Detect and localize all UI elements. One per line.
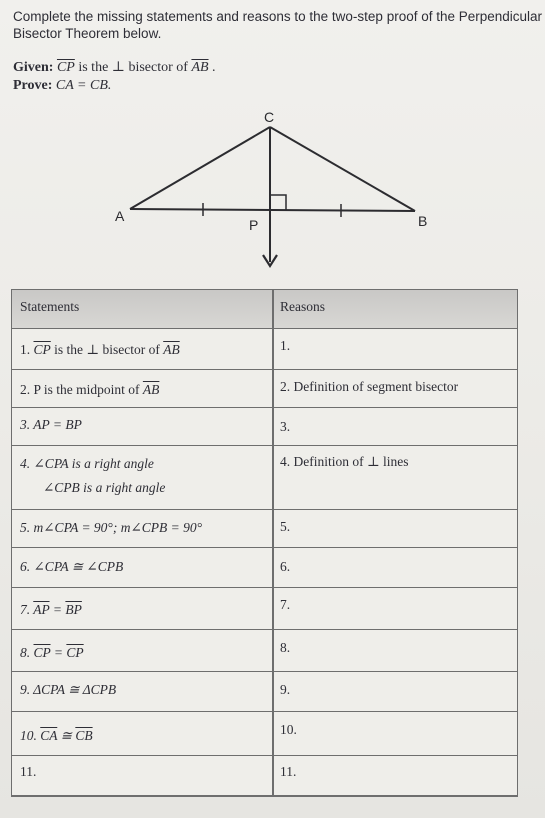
statement-5: 5. m∠CPA = 90°; m∠CPB = 90° — [20, 520, 203, 535]
given-middle-text: is the ⊥ bisector of — [74, 60, 192, 75]
triangle-diagram — [0, 0, 545, 290]
statement-7: 7. $\overline{AP} = \overline{BP}$ — [20, 602, 82, 617]
table-row — [12, 328, 517, 370]
column-divider — [272, 290, 274, 796]
reason-4: 4. Definition of ⊥ lines — [280, 454, 409, 469]
table-row — [12, 408, 517, 446]
given-segment-ab: $\overline{AB}$ — [191, 60, 209, 75]
segment-ac — [130, 127, 270, 209]
prove-text: CA = CB. — [52, 78, 112, 93]
table-row — [12, 672, 517, 712]
reasons-header: Reasons — [280, 299, 325, 314]
label-b: B — [418, 213, 428, 229]
statement-6: 6. ∠CPA ≅ ∠CPB — [20, 559, 124, 574]
table-row — [12, 548, 517, 588]
reason-9[interactable]: 9. — [280, 682, 291, 697]
statement-2: 2. P is the midpoint of $\overline{AB}$ — [20, 382, 160, 397]
reason-6[interactable]: 6. — [280, 559, 291, 574]
statement-4b: ∠CPB is a right angle — [43, 480, 166, 495]
reason-1[interactable]: 1. — [280, 338, 291, 353]
statement-1: 1. $\overline{CP}$ is the ⊥ bisector of $\overline{AB}$ — [20, 342, 180, 357]
label-a: A — [115, 208, 125, 224]
statement-11[interactable]: 11. — [20, 764, 37, 779]
table-row — [12, 630, 517, 672]
segment-cb — [270, 127, 415, 211]
label-p: P — [249, 217, 259, 233]
reason-8[interactable]: 8. — [280, 640, 291, 655]
right-angle-icon — [270, 195, 286, 210]
statements-header: Statements — [20, 299, 80, 314]
reason-7[interactable]: 7. — [280, 597, 291, 612]
reason-11[interactable]: 11. — [280, 764, 297, 779]
instructions-text: Complete the missing statements and reasons to the two-step proof of the Perpendicular Bisector Theorem below. — [13, 9, 543, 41]
given-segment-cp: $\overline{CP}$ — [56, 60, 75, 75]
table-row — [12, 370, 517, 408]
statement-4a: 4. ∠CPA is a right angle — [20, 456, 154, 471]
table-row — [12, 510, 517, 548]
table-row — [12, 446, 517, 510]
statement-3: 3. AP = BP — [20, 417, 82, 432]
statement-10: 10. $\overline{CA}$ ≅ $\overline{CB}$ — [20, 728, 93, 743]
statement-8: 8. $\overline{CP} = \overline{CP}$ — [20, 645, 84, 660]
table-header — [12, 290, 517, 329]
reason-10[interactable]: 10. — [280, 722, 297, 737]
segment-ab — [130, 209, 415, 211]
label-c: C — [264, 109, 275, 125]
table-row — [12, 588, 517, 630]
table-row — [12, 712, 517, 756]
table-row — [12, 756, 517, 796]
given-end: . — [208, 60, 216, 75]
given-label: Given: — [13, 60, 54, 75]
prove-label: Prove: — [13, 78, 53, 93]
reason-2: 2. Definition of segment bisector — [280, 379, 459, 394]
proof-table — [11, 289, 518, 797]
reason-5[interactable]: 5. — [280, 519, 291, 534]
reason-3[interactable]: 3. — [280, 419, 291, 434]
statement-9: 9. ΔCPA ≅ ΔCPB — [20, 682, 117, 697]
